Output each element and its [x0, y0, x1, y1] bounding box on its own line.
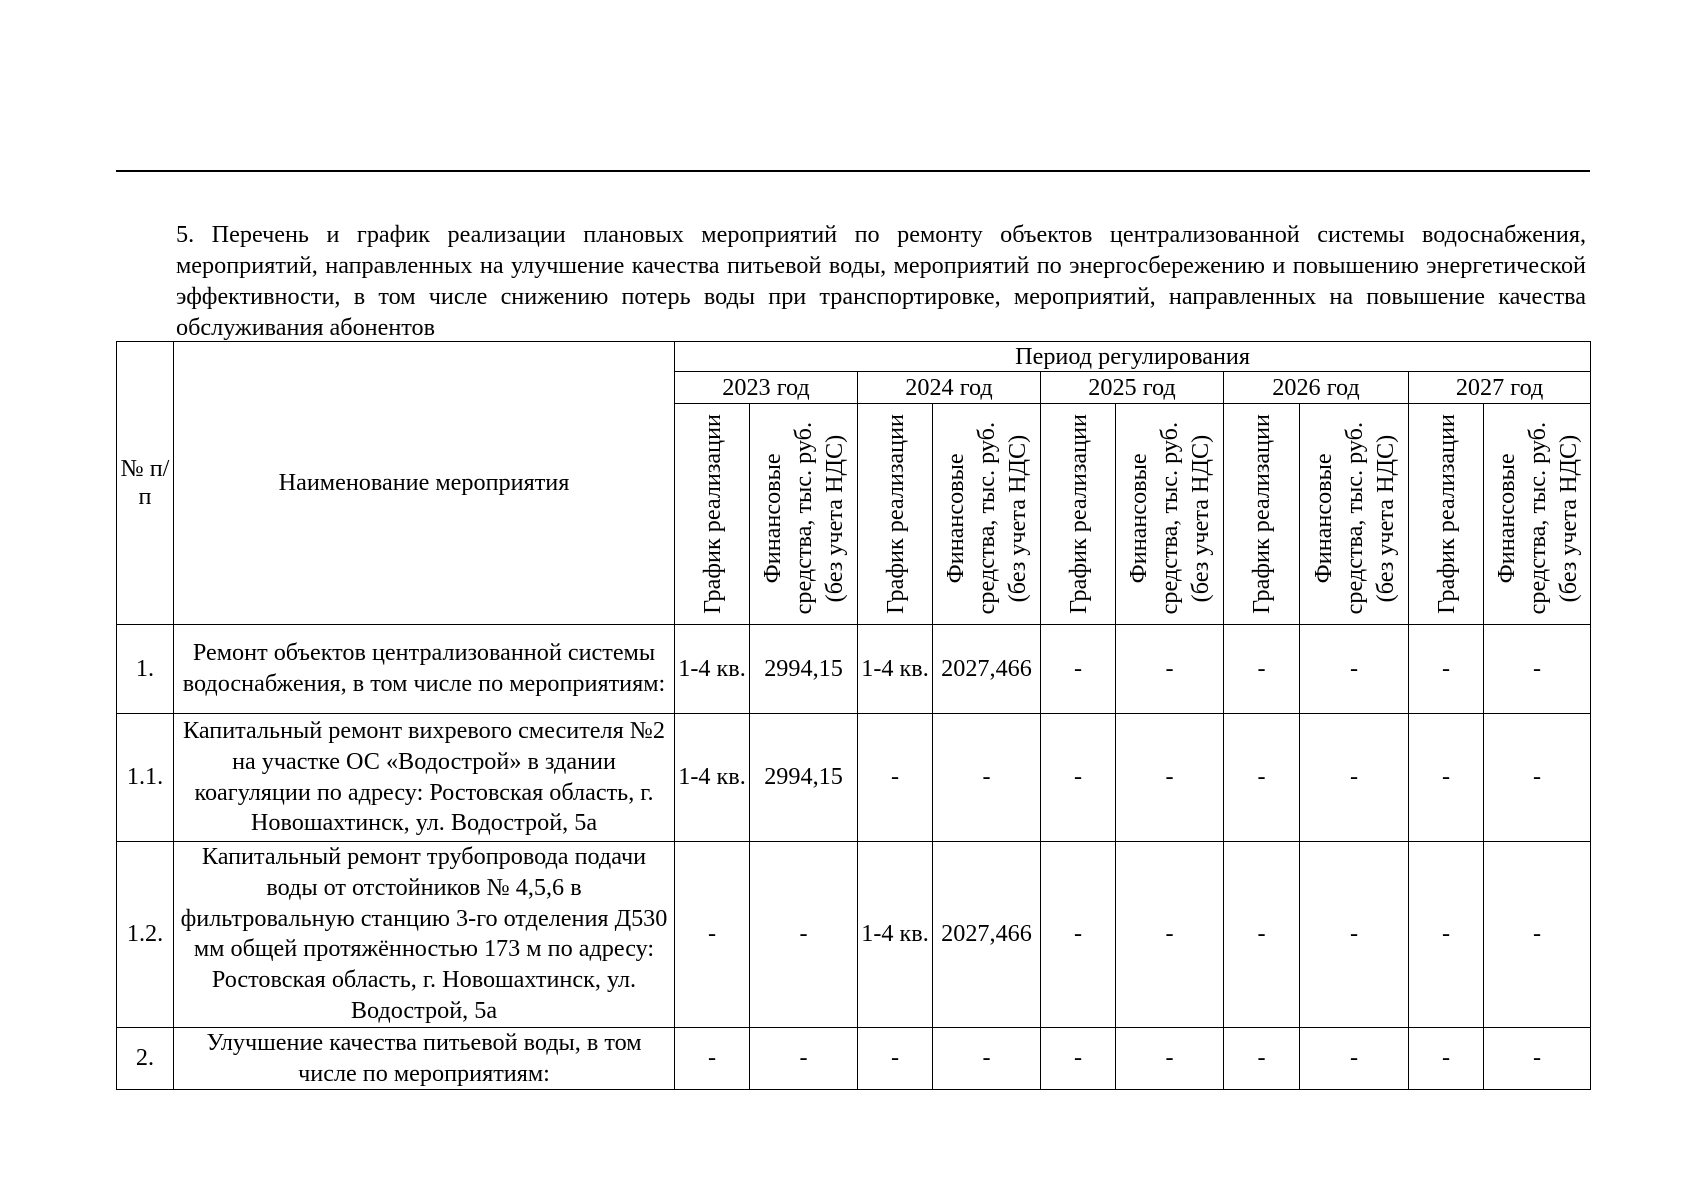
name-header: Наименование мероприятия	[174, 342, 675, 625]
schedule-2025: -	[1041, 625, 1116, 714]
finance-header-2025	[1116, 404, 1224, 625]
finance-header-2026	[1300, 404, 1409, 625]
schedule-header-wrap	[1227, 406, 1296, 622]
schedule-2026: -	[1224, 714, 1300, 842]
schedule-header-label: График реализации	[1064, 414, 1092, 614]
finance-header-line: (без учета НДС)	[1371, 434, 1399, 602]
finance-2023: 2994,15	[750, 625, 858, 714]
finance-2023: -	[750, 842, 858, 1028]
schedule-2024: 1-4 кв.	[858, 625, 933, 714]
finance-2026: -	[1300, 842, 1409, 1028]
finance-header-2024	[933, 404, 1041, 625]
schedule-header-label: График реализации	[698, 414, 726, 614]
table-row	[117, 625, 1591, 714]
schedule-2024: -	[858, 714, 933, 842]
schedule-header-wrap	[1044, 406, 1112, 622]
schedule-header-wrap	[678, 406, 746, 622]
finance-2024: 2027,466	[933, 842, 1041, 1028]
header-row-period	[117, 342, 1591, 372]
schedule-2027: -	[1409, 625, 1484, 714]
year-header-2025: 2025 год	[1041, 372, 1224, 404]
schedule-2025: -	[1041, 1027, 1116, 1090]
finance-header-label	[1308, 422, 1401, 614]
schedule-2025: -	[1041, 842, 1116, 1028]
finance-header-line: Финансовые	[1125, 452, 1152, 583]
schedule-header-2024	[858, 404, 933, 625]
row-name: Ремонт объектов централизованной системы водоснабжения, в том числе по мероприятиям:	[174, 625, 675, 714]
row-number: 1.2.	[117, 842, 174, 1028]
finance-header-line: Финансовые	[1492, 452, 1520, 583]
finance-header-label	[1491, 422, 1584, 614]
table-row	[117, 1027, 1591, 1090]
finance-2026: -	[1300, 625, 1409, 714]
section-heading: 5. Перечень и график реализации плановых мероприятий по ремонту объектов централизованной системы водоснабжения, мероприятий, направленных на улучшение качества питьевой воды, мероприятий по энергосбережению и повышению энергетической эффективности, в том числе снижению потерь воды при транспортировке, мероприятий, направленных на повышение качества обслуживания абонентов	[176, 221, 1586, 341]
schedule-2024: 1-4 кв.	[858, 842, 933, 1028]
finance-header-label	[1123, 422, 1216, 614]
table-row	[117, 714, 1591, 842]
finance-header-line: Финансовые	[942, 452, 969, 583]
finance-2025: -	[1116, 625, 1224, 714]
finance-header-2027	[1484, 404, 1591, 625]
table-row	[117, 842, 1591, 1028]
schedule-2026: -	[1224, 625, 1300, 714]
header-rule	[116, 170, 1590, 172]
finance-header-line: средства, тыс. руб.	[790, 421, 817, 614]
finance-2025: -	[1116, 714, 1224, 842]
schedule-header-label: График реализации	[1432, 414, 1460, 614]
finance-header-label	[940, 422, 1033, 614]
finance-2027: -	[1484, 1027, 1591, 1090]
schedule-header-2026	[1224, 404, 1300, 625]
schedule-2023: -	[675, 842, 750, 1028]
schedule-2027: -	[1409, 714, 1484, 842]
row-name: Улучшение качества питьевой воды, в том числе по мероприятиям:	[174, 1027, 675, 1090]
schedule-header-2025	[1041, 404, 1116, 625]
finance-header-label	[757, 422, 850, 614]
schedule-header-label: График реализации	[1248, 414, 1275, 614]
schedule-2026: -	[1224, 1027, 1300, 1090]
finance-2025: -	[1116, 842, 1224, 1028]
finance-header-line: средства, тыс. руб.	[1156, 421, 1183, 614]
finance-2027: -	[1484, 714, 1591, 842]
finance-header-line: (без учета НДС)	[1004, 434, 1031, 602]
schedule-2023: -	[675, 1027, 750, 1090]
finance-header-line: средства, тыс. руб.	[973, 421, 1000, 614]
schedule-2024: -	[858, 1027, 933, 1090]
schedule-2023: 1-4 кв.	[675, 625, 750, 714]
finance-header-line: средства, тыс. руб.	[1340, 421, 1368, 614]
finance-2027: -	[1484, 842, 1591, 1028]
finance-header-wrap	[936, 406, 1037, 622]
schedule-2027: -	[1409, 842, 1484, 1028]
row-number: 2.	[117, 1027, 174, 1090]
schedule-2027: -	[1409, 1027, 1484, 1090]
finance-header-line: (без учета НДС)	[1187, 434, 1214, 602]
finance-2024: -	[933, 714, 1041, 842]
finance-2026: -	[1300, 1027, 1409, 1090]
finance-header-wrap	[1303, 406, 1405, 622]
number-header: № п/п	[117, 342, 174, 625]
finance-header-2023	[750, 404, 858, 625]
finance-2027: -	[1484, 625, 1591, 714]
finance-header-line: (без учета НДС)	[1554, 434, 1582, 602]
year-header-2023: 2023 год	[675, 372, 858, 404]
schedule-header-2023	[675, 404, 750, 625]
finance-header-line: средства, тыс. руб.	[1523, 421, 1551, 614]
activities-table	[116, 341, 1591, 1090]
period-header: Период регулирования	[675, 342, 1591, 372]
finance-header-line: (без учета НДС)	[821, 434, 848, 602]
finance-header-wrap	[1487, 406, 1587, 622]
year-header-2024: 2024 год	[858, 372, 1041, 404]
finance-2024: 2027,466	[933, 625, 1041, 714]
finance-2025: -	[1116, 1027, 1224, 1090]
finance-header-line: Финансовые	[1309, 452, 1337, 583]
finance-header-line: Финансовые	[759, 452, 786, 583]
finance-2023: 2994,15	[750, 714, 858, 842]
finance-2024: -	[933, 1027, 1041, 1090]
schedule-header-label: График реализации	[881, 414, 909, 614]
schedule-header-2027	[1409, 404, 1484, 625]
schedule-2026: -	[1224, 842, 1300, 1028]
finance-2026: -	[1300, 714, 1409, 842]
row-name: Капитальный ремонт вихревого смесителя №2 на участке ОС «Водострой» в здании коагуляции по адресу: Ростовская область, г. Новошахтинск, ул. Водострой, 5а	[174, 714, 675, 842]
finance-header-wrap	[753, 406, 854, 622]
schedule-header-wrap	[1412, 406, 1480, 622]
row-number: 1.1.	[117, 714, 174, 842]
year-header-2027: 2027 год	[1409, 372, 1591, 404]
schedule-2025: -	[1041, 714, 1116, 842]
schedule-header-wrap	[861, 406, 929, 622]
finance-header-wrap	[1119, 406, 1220, 622]
row-name: Капитальный ремонт трубопровода подачи воды от отстойников № 4,5,6 в фильтровальную станцию 3-го отделения Д530 мм общей протяжённостью 173 м по адресу: Ростовская область, г. Новошахтинск, ул. Водострой, 5а	[174, 842, 675, 1028]
row-number: 1.	[117, 625, 174, 714]
year-header-2026: 2026 год	[1224, 372, 1409, 404]
finance-2023: -	[750, 1027, 858, 1090]
schedule-2023: 1-4 кв.	[675, 714, 750, 842]
